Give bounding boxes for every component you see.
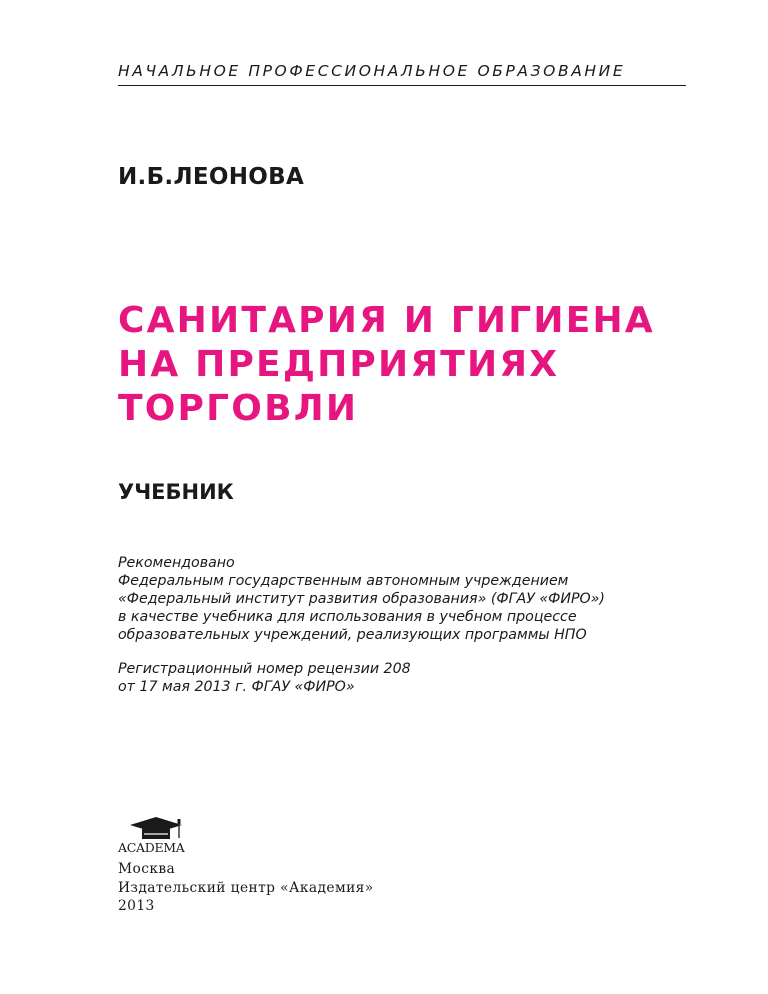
publisher-logo — [118, 814, 198, 858]
imprint-city: Москва — [118, 861, 176, 877]
author-name: И.Б.ЛЕОНОВА — [118, 164, 305, 190]
series-title: НАЧАЛЬНОЕ ПРОФЕССИОНАЛЬНОЕ ОБРАЗОВАНИЕ — [118, 62, 626, 80]
approval-line: образовательных учреждений, реализующих программы НПО — [118, 627, 587, 643]
book-type: УЧЕБНИК — [118, 480, 234, 504]
book-title — [118, 299, 718, 431]
approval-line: «Федеральный институт развития образования» (ФГАУ «ФИРО») — [118, 591, 605, 607]
book-title-line: НА ПРЕДПРИЯТИЯХ — [118, 344, 560, 385]
approval-statement — [118, 554, 678, 644]
registration-line: Регистрационный номер рецензии 208 — [118, 661, 411, 677]
header-divider — [118, 85, 686, 86]
registration-info — [118, 660, 678, 696]
registration-line: от 17 мая 2013 г. ФГАУ «ФИРО» — [118, 679, 355, 695]
imprint-publisher: Издательский центр «Академия» — [118, 879, 374, 896]
imprint — [118, 860, 374, 916]
publisher-logo-text: ACADEMA — [118, 840, 185, 855]
approval-line: Рекомендовано — [118, 555, 235, 571]
approval-line: в качестве учебника для использования в учебном процессе — [118, 609, 577, 625]
book-title-line: САНИТАРИЯ И ГИГИЕНА — [118, 300, 655, 341]
imprint-year: 2013 — [118, 898, 155, 914]
graduation-cap-icon — [120, 814, 188, 842]
approval-line: Федеральным государственным автономным учреждением — [118, 573, 569, 589]
book-title-line: ТОРГОВЛИ — [118, 388, 359, 429]
